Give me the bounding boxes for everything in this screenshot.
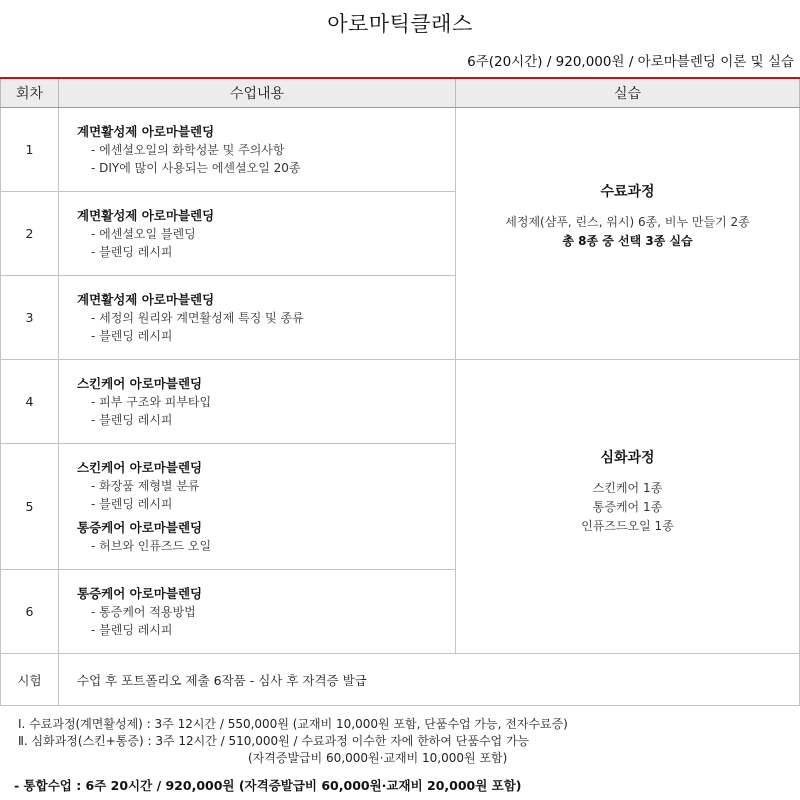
header-content: 수업내용 — [59, 78, 456, 108]
note-advanced-detail: (자격증발급비 60,000원·교재비 10,000원 포함) — [248, 751, 508, 765]
content-item: - 화장품 제형별 분류 — [91, 478, 200, 493]
session-content — [59, 444, 456, 570]
practice-advanced — [456, 360, 800, 654]
practice-line: 통증케어 1종 — [592, 500, 663, 514]
table-header-row — [1, 78, 800, 108]
session-number: 4 — [1, 360, 59, 444]
exam-label: 시험 — [1, 654, 59, 706]
content-item: - DIY에 많이 사용되는 에센셜오일 20종 — [91, 160, 301, 175]
practice-title: 심화과정 — [600, 450, 655, 466]
content-title: 스킨케어 아로마블렌딩 — [77, 375, 203, 391]
page-title: 아로마틱클래스 — [327, 12, 473, 36]
content-title: 스킨케어 아로마블렌딩 — [77, 459, 203, 475]
session-number: 1 — [1, 108, 59, 192]
session-content — [59, 570, 456, 654]
integrated-course-note: - 통합수업 : 6주 20시간 / 920,000원 (자격증발급비 60,000원·교재비 20,000원 포함) — [14, 778, 522, 793]
content-item: - 블렌딩 레시피 — [91, 412, 173, 427]
content-title: 계면활성제 아로마블렌딩 — [77, 207, 215, 223]
content-item: - 에센셜오일의 화학성분 및 주의사항 — [91, 142, 285, 157]
content-item: - 블렌딩 레시피 — [91, 622, 173, 637]
session-content — [59, 192, 456, 276]
content-title: 통증케어 아로마블렌딩 — [77, 519, 203, 535]
session-content — [59, 276, 456, 360]
content-title: 계면활성제 아로마블렌딩 — [77, 123, 215, 139]
content-item: - 허브와 인퓨즈드 오일 — [91, 538, 212, 553]
exam-row — [1, 654, 800, 706]
pricing-notes — [18, 716, 568, 767]
note-basic: Ⅰ. 수료과정(계면활성제) : 3주 12시간 / 550,000원 (교재비 10,000원 포함, 단품수업 가능, 전자수료증) — [18, 717, 568, 731]
session-content — [59, 108, 456, 192]
content-item: - 피부 구조와 피부타입 — [91, 394, 212, 409]
header-session: 회차 — [1, 78, 59, 108]
header-practice: 실습 — [456, 78, 800, 108]
practice-line: 스킨케어 1종 — [592, 481, 663, 495]
content-item: - 통증케어 적용방법 — [91, 604, 196, 619]
content-item: - 세정의 원리와 계면활성제 특징 및 종류 — [91, 310, 304, 325]
session-number: 3 — [1, 276, 59, 360]
session-number: 2 — [1, 192, 59, 276]
practice-line: 총 8종 중 선택 3종 실습 — [562, 233, 693, 248]
session-number: 6 — [1, 570, 59, 654]
session-number: 5 — [1, 444, 59, 570]
practice-line: 세정제(샴푸, 린스, 워시) 6종, 비누 만들기 2종 — [505, 214, 750, 229]
course-summary: 6주(20시간) / 920,000원 / 아로마블렌딩 이론 및 실습 — [467, 54, 794, 70]
session-content — [59, 360, 456, 444]
content-title: 통증케어 아로마블렌딩 — [77, 585, 203, 601]
table-row — [1, 108, 800, 192]
content-item: - 에센셜오일 블렌딩 — [91, 226, 196, 241]
practice-basic — [456, 108, 800, 360]
content-item: - 블렌딩 레시피 — [91, 496, 173, 511]
content-title: 계면활성제 아로마블렌딩 — [77, 291, 215, 307]
content-item: - 블렌딩 레시피 — [91, 328, 173, 343]
table-row — [1, 360, 800, 444]
practice-line: 인퓨즈드오일 1종 — [581, 519, 674, 533]
exam-content: 수업 후 포트폴리오 제출 6작품 - 심사 후 자격증 발급 — [59, 654, 800, 706]
practice-title: 수료과정 — [600, 183, 655, 200]
content-item: - 블렌딩 레시피 — [91, 244, 173, 259]
note-advanced: Ⅱ. 심화과정(스킨+통증) : 3주 12시간 / 510,000원 / 수료과정 이수한 자에 한하여 단품수업 가능 — [18, 734, 530, 748]
curriculum-table — [0, 77, 800, 706]
